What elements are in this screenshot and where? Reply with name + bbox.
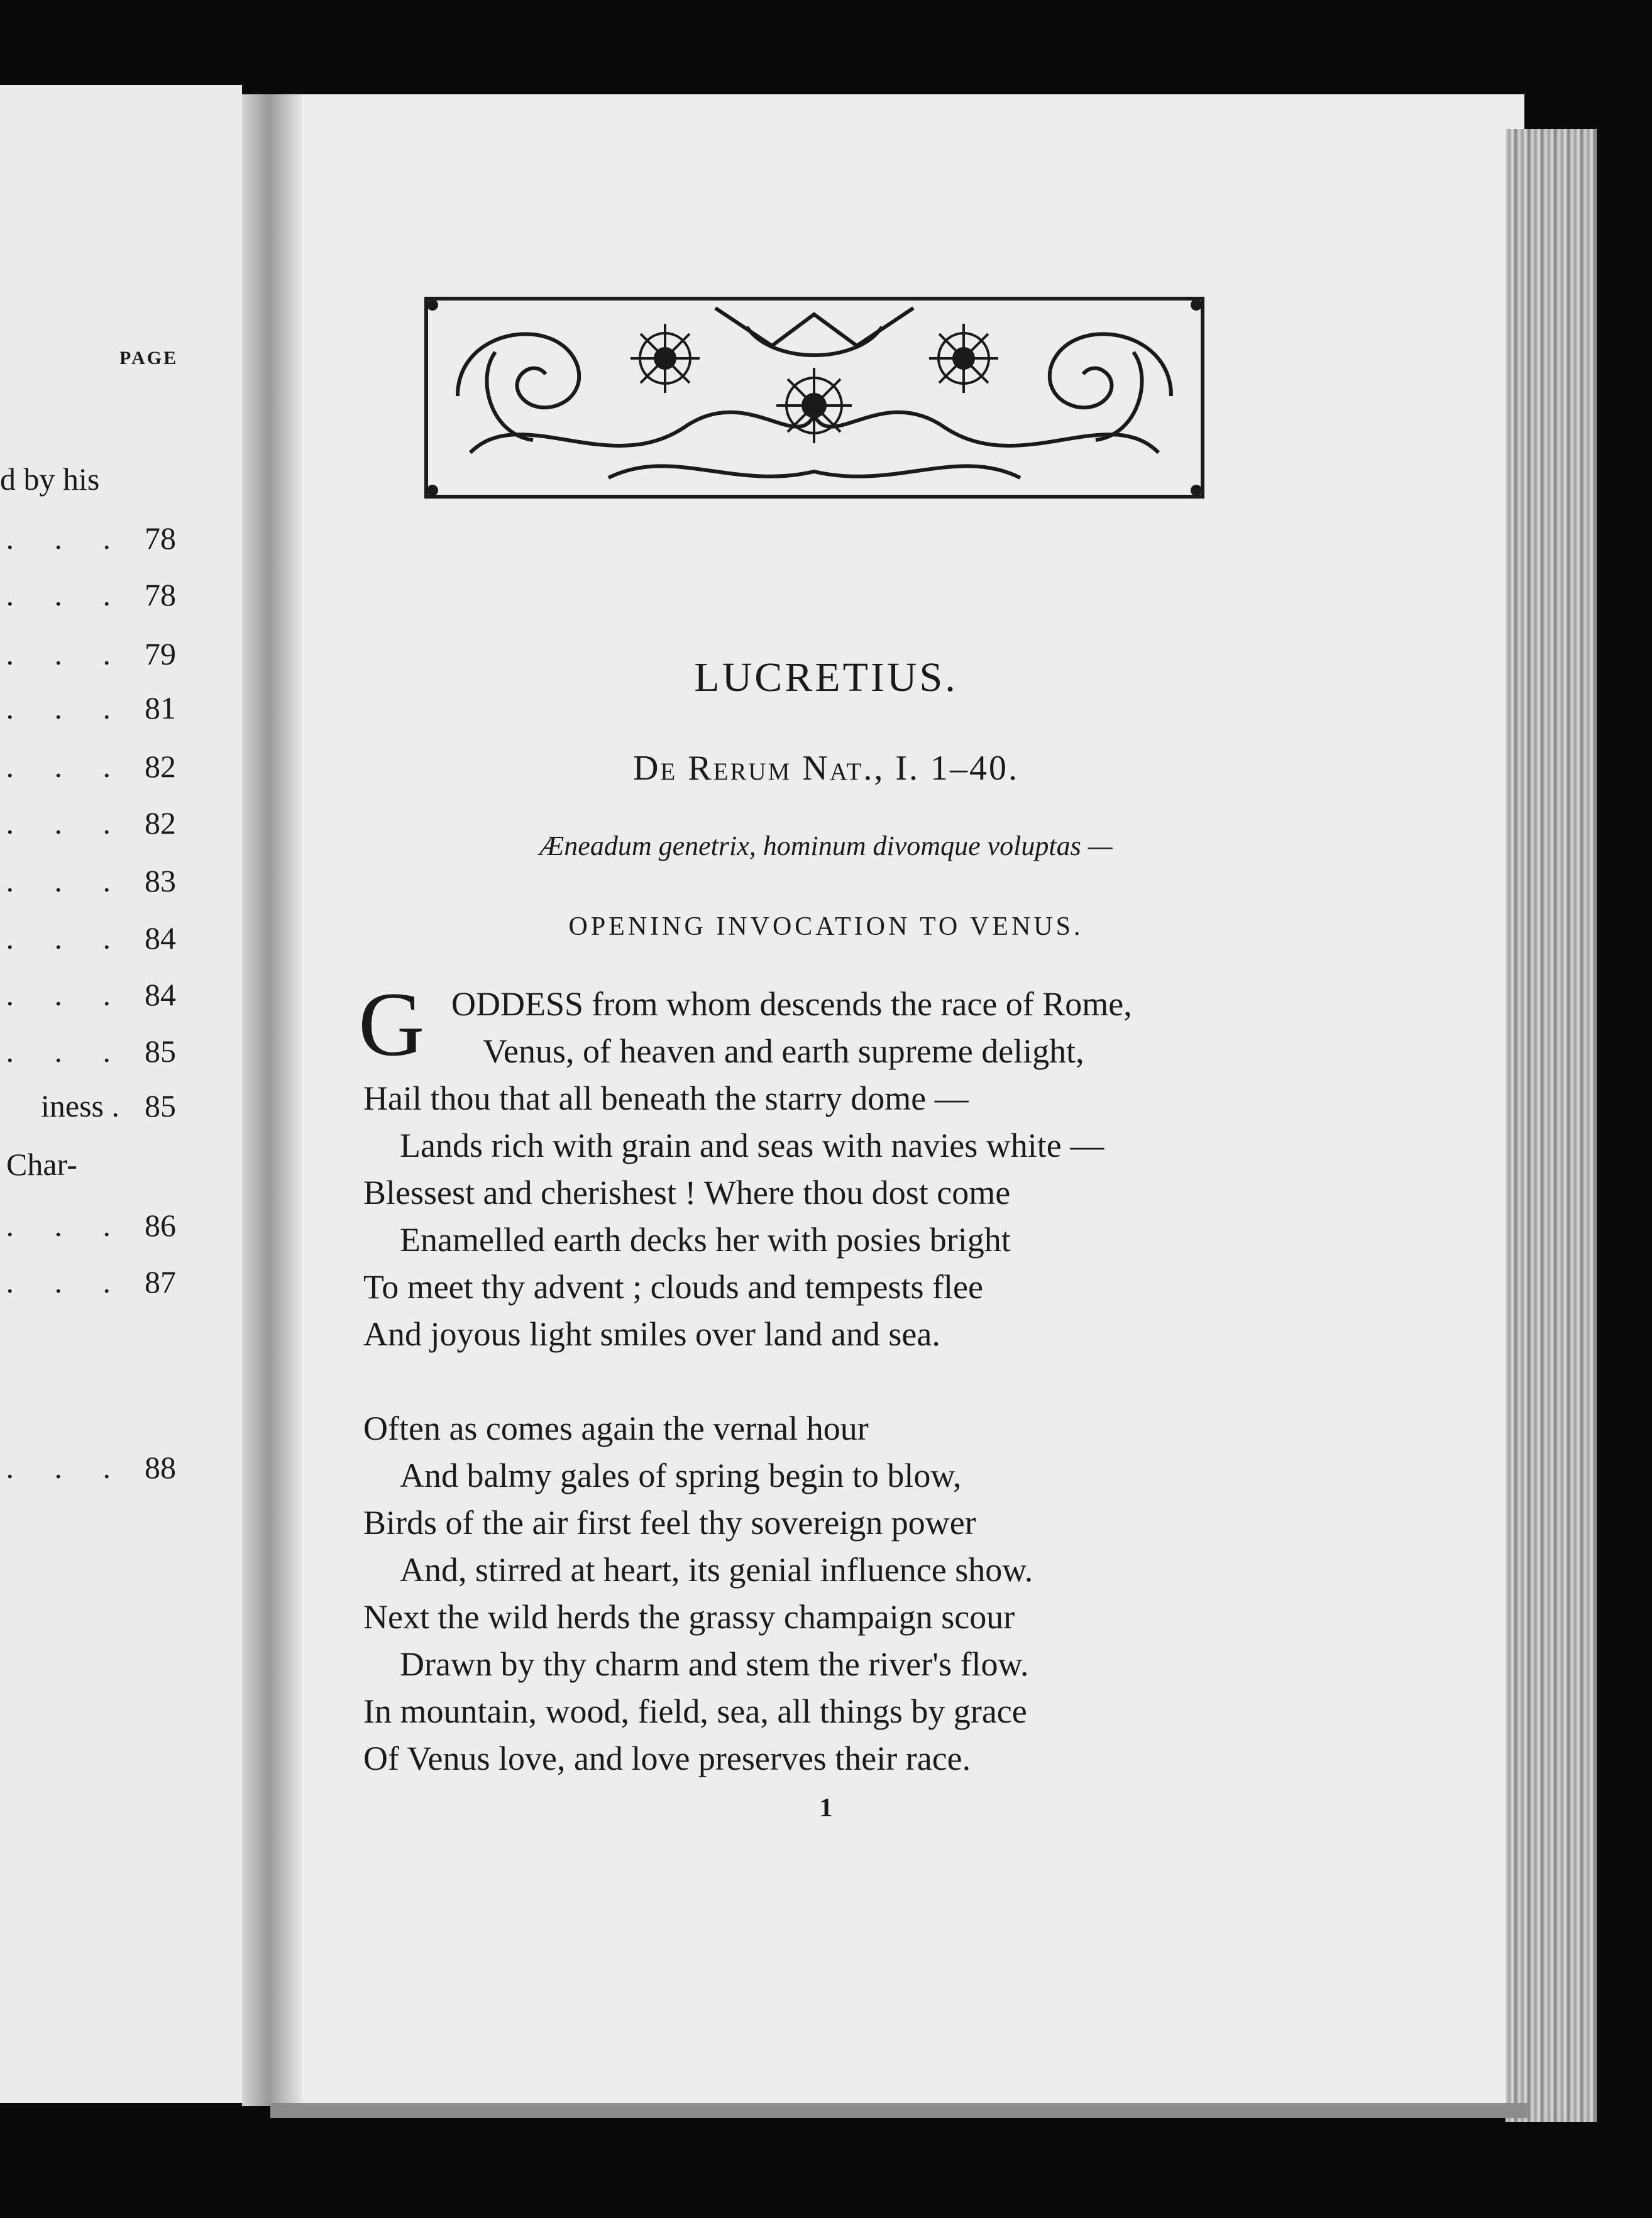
poem-line: Enamelled earth decks her with posies bright [400,1221,1011,1259]
poem-title: LUCRETIUS. [694,654,958,700]
poem-line: Birds of the air first feel thy sovereign power [363,1504,976,1542]
toc-row: . . . 83 [6,863,176,898]
poem-line: Lands rich with grain and seas with navies white — [400,1127,1104,1164]
toc-row: . . . 82 [6,805,176,841]
poem-line: Hail thou that all beneath the starry dome — [363,1079,969,1117]
poem-line: And, stirred at heart, its genial influence show. [400,1551,1033,1589]
section-heading: OPENING INVOCATION TO VENUS. [568,912,1084,941]
poem-line: Drawn by thy charm and stem the river's flow. [400,1645,1029,1683]
page-bottom-edge [270,2103,1528,2118]
toc-row: . . . 78 [6,577,176,612]
poem-line: In mountain, wood, field, sea, all things by grace [363,1692,1027,1730]
stanza-break [363,1358,1294,1405]
poem-line: To meet thy advent ; clouds and tempests flee [363,1268,983,1306]
latin-incipit: Æneadum genetrix, hominum divomque voluptas — [539,830,1113,861]
ornament-headpiece [420,289,1209,506]
poem-line: G ODDESS from whom descends the race of Rome, [358,973,1132,1075]
poem-line: And balmy gales of spring begin to blow, [400,1457,962,1494]
poem-body [358,973,1294,1782]
poem-line: Of Venus love, and love preserves their race. [363,1740,971,1777]
toc-row: . . . 84 [6,920,176,956]
toc-row: . . . 85 [6,1034,176,1069]
toc-row: . . . 81 [6,690,176,726]
poem-source: De Rerum Nat., I. 1–40. [632,749,1020,788]
toc-row: . . . 84 [6,977,176,1012]
toc-row: . . . 86 [6,1208,176,1243]
drop-cap: G [358,973,425,1075]
toc-text-fragment: d by his [0,461,100,497]
poem-line: Blessest and cherishest ! Where thou dost come [363,1174,1011,1211]
toc-row: . . . 78 [6,521,176,556]
poem-line: Often as comes again the vernal hour [363,1410,869,1447]
toc-row: . . . 87 [6,1264,176,1299]
toc-page-header: PAGE [119,348,179,368]
poem-line: Next the wild herds the grassy champaign scour [363,1598,1015,1636]
toc-row: . . . 88 [6,1450,176,1485]
toc-row: . . . 82 [6,749,176,784]
toc-row: iness . 85 [41,1088,176,1123]
poem-line: And joyous light smiles over land and sea. [363,1315,940,1353]
toc-row: . . . 79 [6,636,176,671]
poem-line: Venus, of heaven and earth supreme delight, [483,1032,1084,1070]
toc-text-fragment: Char- [6,1147,77,1182]
page-number: 1 [819,1794,833,1823]
